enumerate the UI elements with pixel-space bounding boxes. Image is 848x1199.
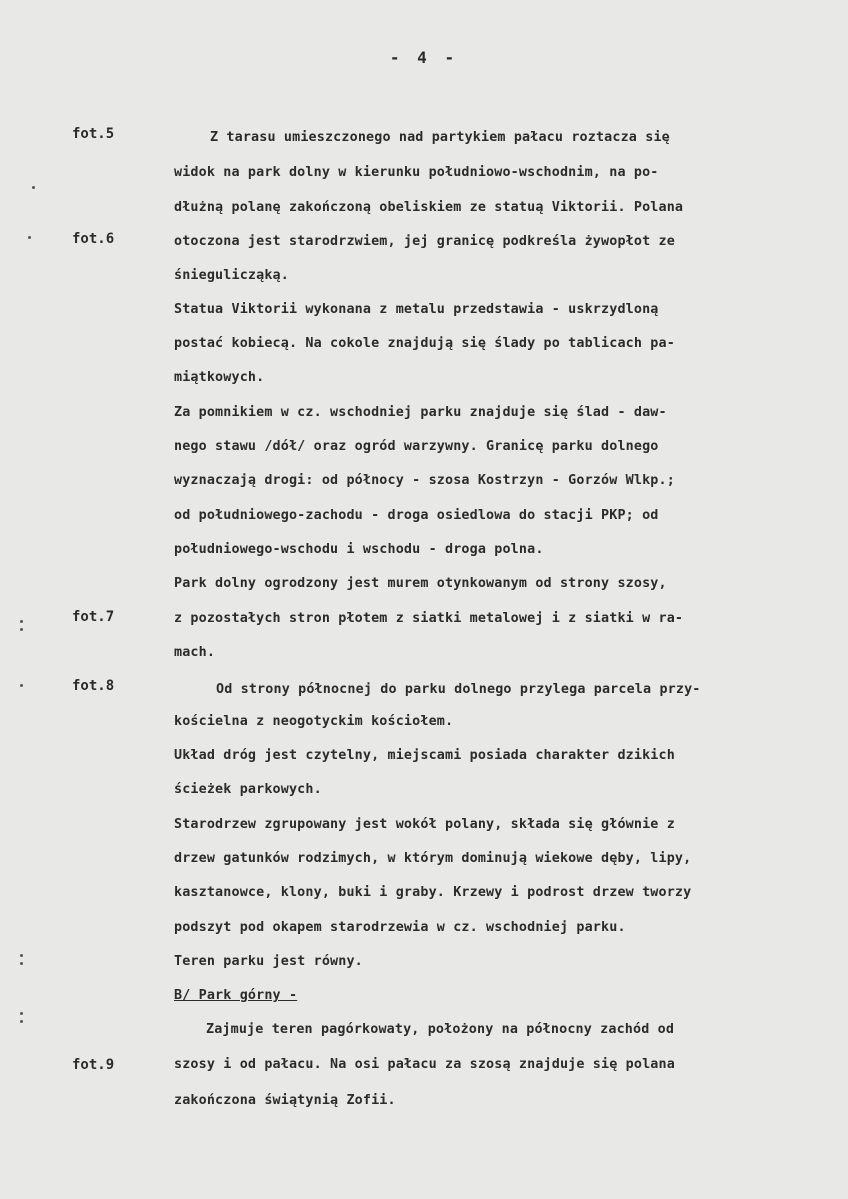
text-line: Zajmuje teren pagórkowaty, położony na północny zachód od — [206, 1022, 675, 1037]
margin-mark — [20, 628, 23, 631]
margin-mark — [32, 186, 35, 189]
margin-label-fot6: fot.6 — [72, 231, 115, 247]
margin-mark — [20, 1020, 23, 1023]
text-line: Układ dróg jest czytelny, miejscami posiada charakter dzikich — [174, 748, 675, 763]
text-line: wyznaczają drogi: od północy - szosa Kostrzyn - Gorzów Wlkp.; — [174, 473, 675, 488]
margin-label-fot5: fot.5 — [72, 126, 115, 142]
text-line: Park dolny ogrodzony jest murem otynkowanym od strony szosy, — [174, 576, 667, 591]
margin-label-fot9: fot.9 — [72, 1057, 115, 1073]
text-line: postać kobiecą. Na cokole znajdują się ślady po tablicach pa- — [174, 336, 675, 351]
section-heading: B/ Park górny - — [174, 988, 298, 1003]
text-line: drzew gatunków rodzimych, w którym dominują wiekowe dęby, lipy, — [174, 851, 692, 866]
text-line: dłużną polanę zakończoną obeliskiem ze statuą Viktorii. Polana — [174, 200, 684, 215]
text-line: Z tarasu umieszczonego nad partykiem pałacu roztacza się — [210, 130, 670, 145]
text-line: Statua Viktorii wykonana z metalu przedstawia - uskrzydloną — [174, 302, 659, 317]
text-line: kasztanowce, klony, buki i graby. Krzewy i podrost drzew tworzy — [174, 885, 692, 900]
text-line: miątkowych. — [174, 370, 265, 385]
text-line: Od strony północnej do parku dolnego przylega parcela przy- — [216, 682, 701, 697]
text-line: szosy i od pałacu. Na osi pałacu za szosą znajduje się polana — [174, 1057, 675, 1072]
text-line: kościelna z neogotyckim kościołem. — [174, 714, 454, 729]
margin-mark — [20, 684, 23, 687]
text-line: zakończona świątynią Zofii. — [174, 1093, 396, 1108]
text-line: mach. — [174, 645, 216, 660]
text-line: otoczona jest starodrzwiem, jej granicę podkreśla żywopłot ze — [174, 234, 675, 249]
text-line: ścieżek parkowych. — [174, 782, 322, 797]
text-line: Za pomnikiem w cz. wschodniej parku znajduje się ślad - daw- — [174, 405, 667, 420]
margin-mark — [28, 236, 31, 239]
margin-label-fot8: fot.8 — [72, 678, 115, 694]
text-line: widok na park dolny w kierunku południowo-wschodnim, na po- — [174, 165, 659, 180]
text-line: z pozostałych stron płotem z siatki metalowej i z siatki w ra- — [174, 611, 684, 626]
margin-mark — [20, 954, 23, 957]
text-line: śniegulicząką. — [174, 268, 289, 283]
text-line: południowego-wschodu i wschodu - droga polna. — [174, 542, 544, 557]
text-line: podszyt pod okapem starodrzewia w cz. wschodniej parku. — [174, 920, 626, 935]
margin-mark — [20, 962, 23, 965]
margin-label-fot7: fot.7 — [72, 609, 115, 625]
text-line: nego stawu /dół/ oraz ogród warzywny. Granicę parku dolnego — [174, 439, 659, 454]
margin-mark — [20, 620, 23, 623]
text-line: Teren parku jest równy. — [174, 954, 363, 969]
text-line: od południowego-zachodu - droga osiedlowa do stacji PKP; od — [174, 508, 659, 523]
margin-mark — [20, 1012, 23, 1015]
text-line: Starodrzew zgrupowany jest wokół polany, składa się głównie z — [174, 817, 675, 832]
page-number: - 4 - — [389, 48, 459, 67]
